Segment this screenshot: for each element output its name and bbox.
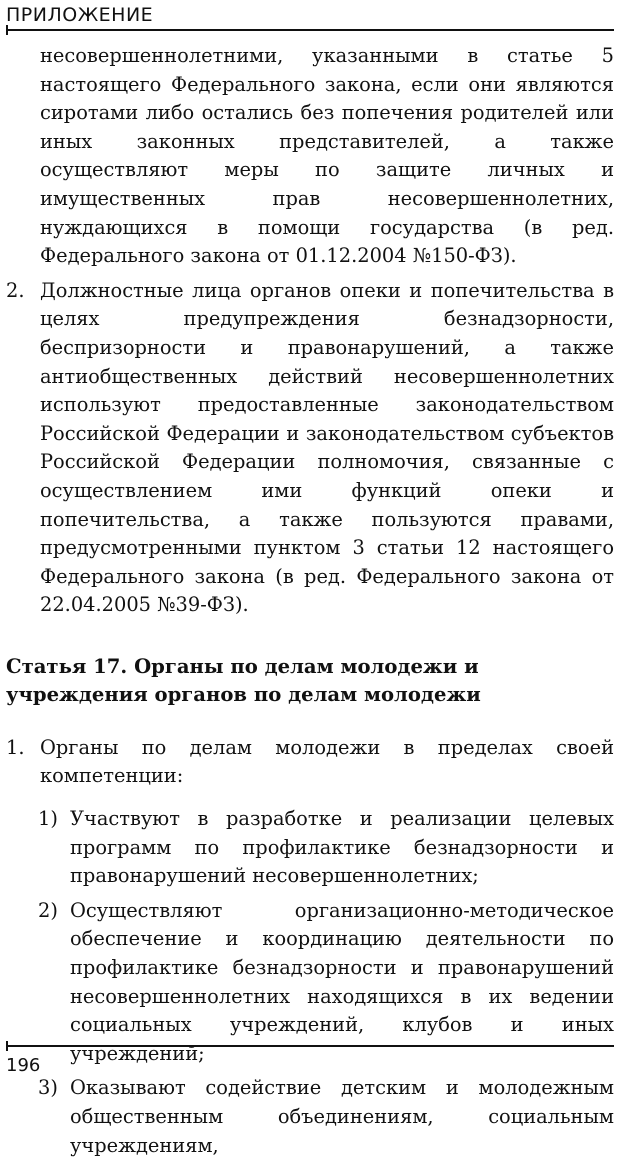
page-number: 196 [6, 1055, 41, 1076]
subitem-text: Оказывают содействие детским и молодежным общественным объединениям, социальным учреждениям, [70, 1076, 614, 1157]
subitem-number: 3) [38, 1076, 58, 1100]
article-item-1 [6, 734, 614, 791]
subitem-text: Осуществляют организационно-методическое обеспечение и координацию деятельности по профилактике безнадзорности и правонарушений несовершеннолетних находящихся в их ведении социальных учреждений, клубов и иных учреждений; [70, 898, 614, 1065]
header-rule [6, 29, 614, 31]
subitem-1 [6, 805, 614, 891]
continuation-paragraph: несовершеннолетними, указанными в статье 5 настоящего Федерального закона, если они являются сиротами либо остались без попечения родителей или иных законных представителей, а также осуществляют меры по защите личных и имущественных прав несовершеннолетних, нуждающихся в помощи государства (в ред. Федерального закона от 01.12.2004 №150-ФЗ). [40, 44, 614, 268]
list-item-text: Органы по делам молодежи в пределах своей компетенции: [40, 735, 614, 788]
list-item-2 [6, 277, 614, 620]
subitem-number: 1) [38, 807, 58, 831]
subitem-text: Участвуют в разработке и реализации целевых программ по профилактике безнадзорности и правонарушений несовершеннолетних; [70, 807, 614, 888]
subitem-3 [6, 1074, 614, 1160]
footer-rule [6, 1045, 614, 1047]
subitem-number: 2) [38, 898, 58, 922]
list-item-text: Должностные лица органов опеки и попечительства в целях предупреждения безнадзорности, беспризорности и правонарушений, а также антиобщественных действий несовершеннолетних используют предоставленные законодательством Российской Федерации и законодательством субъектов Российской Федерации полномочия, связанные с осуществлением ими функций опеки и попечительства, а также пользуются правами, предусмотренными пунктом 3 статьи 12 настоящего Федерального закона (в ред. Федерального закона от 22.04.2005 №39-ФЗ). [40, 278, 614, 617]
article-heading: Статья 17. Органы по делам молодежи и учреждения органов по делам молодежи [6, 654, 481, 706]
subitem-2 [6, 897, 614, 1069]
page-body [6, 42, 614, 1160]
list-item-number: 2. [6, 278, 25, 302]
list-item-number: 1. [6, 735, 25, 759]
running-header: ПРИЛОЖЕНИЕ [6, 4, 154, 26]
